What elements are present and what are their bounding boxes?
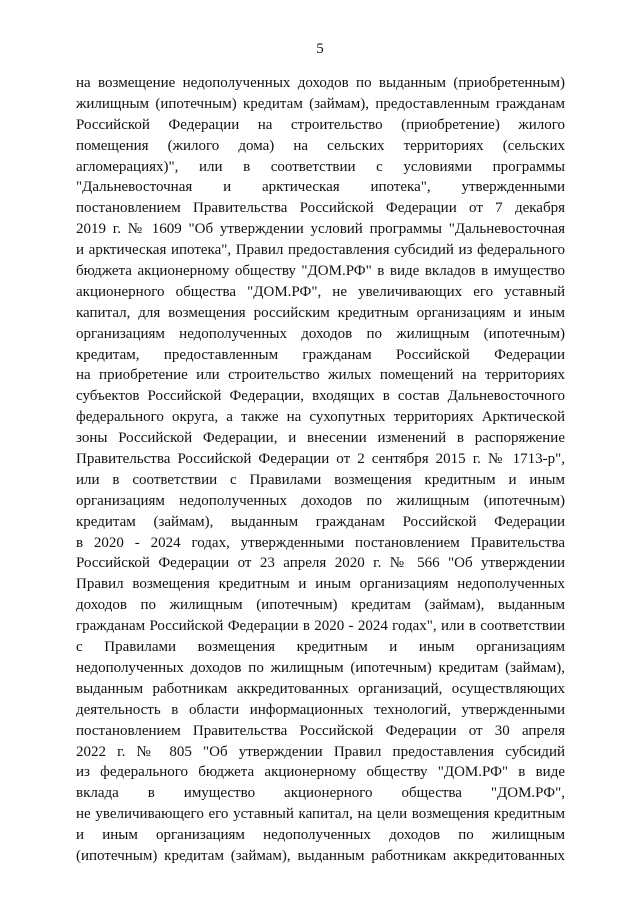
text-line: федерального округа, а также на сухопутных территориях Арктической: [76, 409, 565, 426]
text-line: на приобретение или строительство жилых помещений на территориях: [76, 367, 565, 384]
text-line: Российской Федерации от 23 апреля 2020 г. № 566 "Об утверждении: [76, 555, 565, 572]
text-line: 2019 г. № 1609 "Об утверждении условий программы "Дальневосточная: [76, 221, 565, 238]
text-line: акционерного общества "ДОМ.РФ", не увеличивающих его уставный: [76, 283, 565, 300]
text-line: (ипотечным) кредитам (займам), выданным работникам аккредитованных: [76, 847, 565, 864]
text-line: помещения (жилого дома) на сельских территориях (сельских: [76, 137, 565, 154]
text-line: гражданам Российской Федерации в 2020 - 2024 годах", или в соответствии: [76, 618, 565, 635]
text-line: выданным работникам аккредитованных организаций, осуществляющих: [76, 680, 565, 697]
text-line: агломерациях)", или в соответствии с условиями программы: [76, 158, 565, 175]
text-line: из федерального бюджета акционерному обществу "ДОМ.РФ" в виде: [76, 764, 565, 781]
text-line: жилищным (ипотечным) кредитам (займам), предоставленным гражданам: [76, 95, 565, 112]
text-line: и иным организациям недополученных доходов по жилищным: [76, 827, 565, 844]
text-line: зоны Российской Федерации, и внесении изменений в распоряжение: [76, 430, 565, 447]
text-line: вклада в имущество акционерного общества "ДОМ.РФ",: [76, 785, 565, 802]
text-line: доходов по жилищным (ипотечным) кредитам (займам), выданным: [76, 597, 565, 614]
text-line: постановлением Правительства Российской Федерации от 30 апреля: [76, 722, 565, 739]
text-line: 2022 г. № 805 "Об утверждении Правил предоставления субсидий: [76, 743, 565, 760]
text-line: кредитам, предоставленным гражданам Российской Федерации: [76, 346, 565, 363]
text-line: деятельность в области информационных технологий, утвержденными: [76, 701, 565, 718]
text-line: в 2020 - 2024 годах, утвержденными постановлением Правительства: [76, 534, 565, 551]
page-number: 5: [316, 41, 324, 57]
text-line: постановлением Правительства Российской Федерации от 7 декабря: [76, 200, 565, 217]
text-line: организациям недополученных доходов по жилищным (ипотечным): [76, 325, 565, 342]
text-line: с Правилами возмещения кредитным и иным организациям: [76, 639, 565, 656]
text-line: субъектов Российской Федерации, входящих в состав Дальневосточного: [76, 388, 565, 405]
text-line: Правительства Российской Федерации от 2 сентября 2015 г. № 1713-р",: [76, 451, 565, 468]
text-line: и арктическая ипотека", Правил предоставления субсидий из федерального: [76, 242, 565, 259]
text-line: на возмещение недополученных доходов по выданным (приобретенным): [76, 75, 565, 91]
text-line: недополученных доходов по жилищным (ипотечным) кредитам (займам),: [76, 659, 565, 676]
text-line: организациям недополученных доходов по жилищным (ипотечным): [76, 492, 565, 509]
text-line: Российской Федерации на строительство (приобретение) жилого: [76, 116, 565, 133]
text-line: не увеличивающего его уставный капитал, на цели возмещения кредитным: [76, 806, 565, 823]
text-line: или в соответствии с Правилами возмещения кредитным и иным: [76, 471, 565, 488]
text-line: капитал, для возмещения российским кредитным организациям и иным: [76, 304, 565, 321]
text-line: кредитам (займам), выданным гражданам Российской Федерации: [76, 513, 565, 530]
text-line: бюджета акционерному обществу "ДОМ.РФ" в виде вкладов в имущество: [76, 263, 565, 280]
text-line: "Дальневосточная и арктическая ипотека", утвержденными: [76, 179, 565, 196]
text-line: Правил возмещения кредитным и иным организациям недополученных: [76, 576, 565, 593]
body-text: [76, 73, 565, 867]
